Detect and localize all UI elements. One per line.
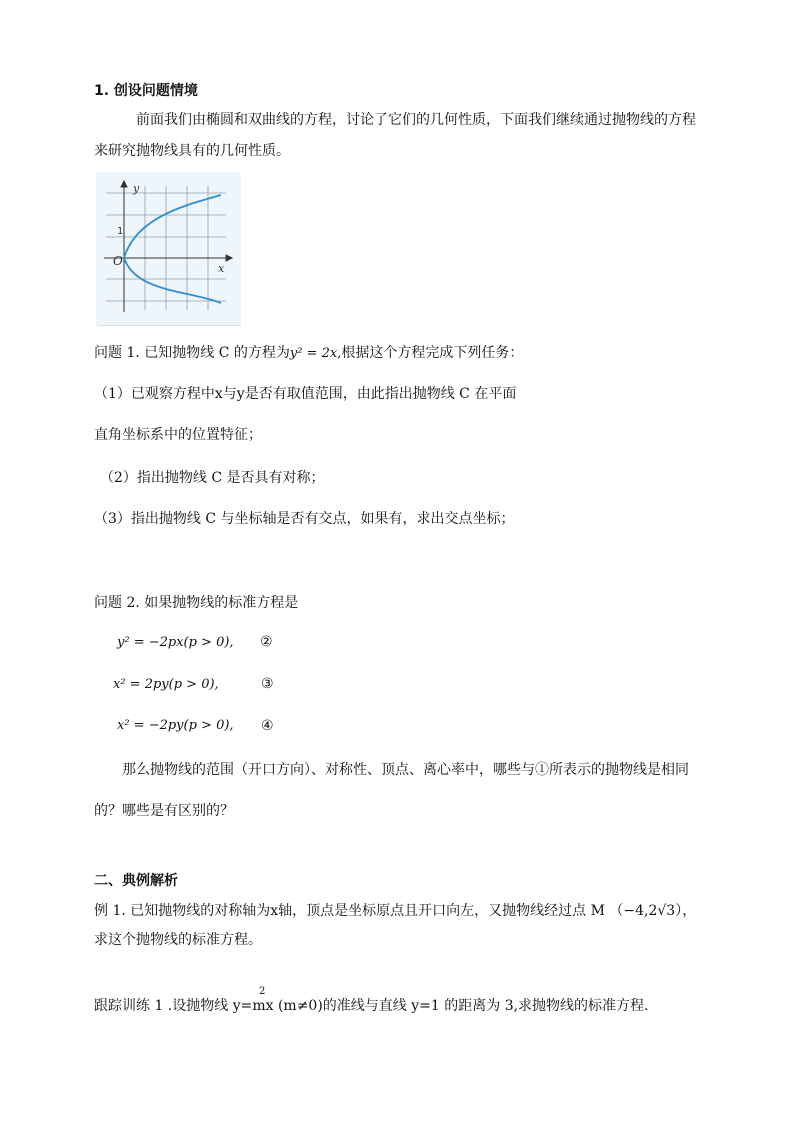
question-1-item-3: （3）指出抛物线 C 与坐标轴是否有交点，如果有，求出交点坐标； bbox=[94, 511, 515, 527]
tick-label-1: 1 bbox=[117, 226, 124, 237]
x-axis-arrow bbox=[226, 255, 232, 261]
question-1-suffix: 根据这个方程完成下列任务： bbox=[341, 345, 524, 361]
question-1-item-2: （2）指出抛物线 C 是否具有对称； bbox=[100, 470, 325, 486]
question-1-prefix: 问题 1. 已知抛物线 C 的方程为 bbox=[94, 345, 290, 361]
equation-3: x² = 2py(p > 0), bbox=[113, 677, 219, 692]
example-1-line2: 求这个抛物线的标准方程。 bbox=[94, 932, 262, 948]
parabola-curve bbox=[124, 195, 221, 303]
question-2-text-line1: 那么抛物线的范围（开口方向）、对称性、顶点、离心率中，哪些与①所表示的抛物线是相同 bbox=[122, 762, 689, 778]
equation-2-number: ② bbox=[260, 634, 273, 650]
equation-4: x² = −2py(p > 0), bbox=[117, 718, 234, 733]
equation-3-number: ③ bbox=[261, 676, 274, 692]
exercise-1: 跟踪训练 1 .设抛物线 y=mx (m≠0)的准线与直线 y=1 的距离为 3,求抛物线的标准方程. bbox=[94, 998, 649, 1014]
question-2-title: 问题 2. 如果抛物线的标准方程是 bbox=[94, 595, 299, 611]
parabola-figure bbox=[96, 172, 241, 325]
parabola-graph bbox=[96, 172, 241, 325]
question-1-equation: y² = 2x, bbox=[289, 346, 342, 361]
origin-label: O bbox=[113, 254, 123, 268]
x-axis-label: x bbox=[218, 262, 225, 275]
question-1-line bbox=[94, 343, 523, 364]
question-2-text-line2: 的？哪些是有区别的？ bbox=[94, 803, 234, 819]
y-axis-arrow bbox=[121, 181, 127, 187]
intro-paragraph-line2: 来研究抛物线具有的几何性质。 bbox=[94, 143, 290, 159]
axes bbox=[104, 181, 232, 312]
question-1-item-1-line2: 直角坐标系中的位置特征； bbox=[94, 427, 262, 443]
exercise-superscript: 2 bbox=[259, 986, 266, 997]
y-axis-label: y bbox=[133, 182, 140, 195]
equation-2: y² = −2px(p > 0), bbox=[117, 635, 234, 650]
intro-paragraph-line1: 前面我们由椭圆和双曲线的方程，讨论了它们的几何性质，下面我们继续通过抛物线的方程 bbox=[136, 112, 696, 128]
example-1-line1: 例 1. 已知抛物线的对称轴为x轴，顶点是坐标原点且开口向左，又抛物线经过点 M （−4,2√3）， bbox=[94, 903, 697, 919]
question-1-item-1-line1: （1）已观察方程中x与y是否有取值范围，由此指出抛物线 C 在平面 bbox=[94, 386, 517, 402]
section-title-1: 1. 创设问题情境 bbox=[94, 83, 198, 99]
equation-4-number: ④ bbox=[261, 718, 274, 734]
section-title-2: 二、典例解析 bbox=[94, 873, 178, 889]
